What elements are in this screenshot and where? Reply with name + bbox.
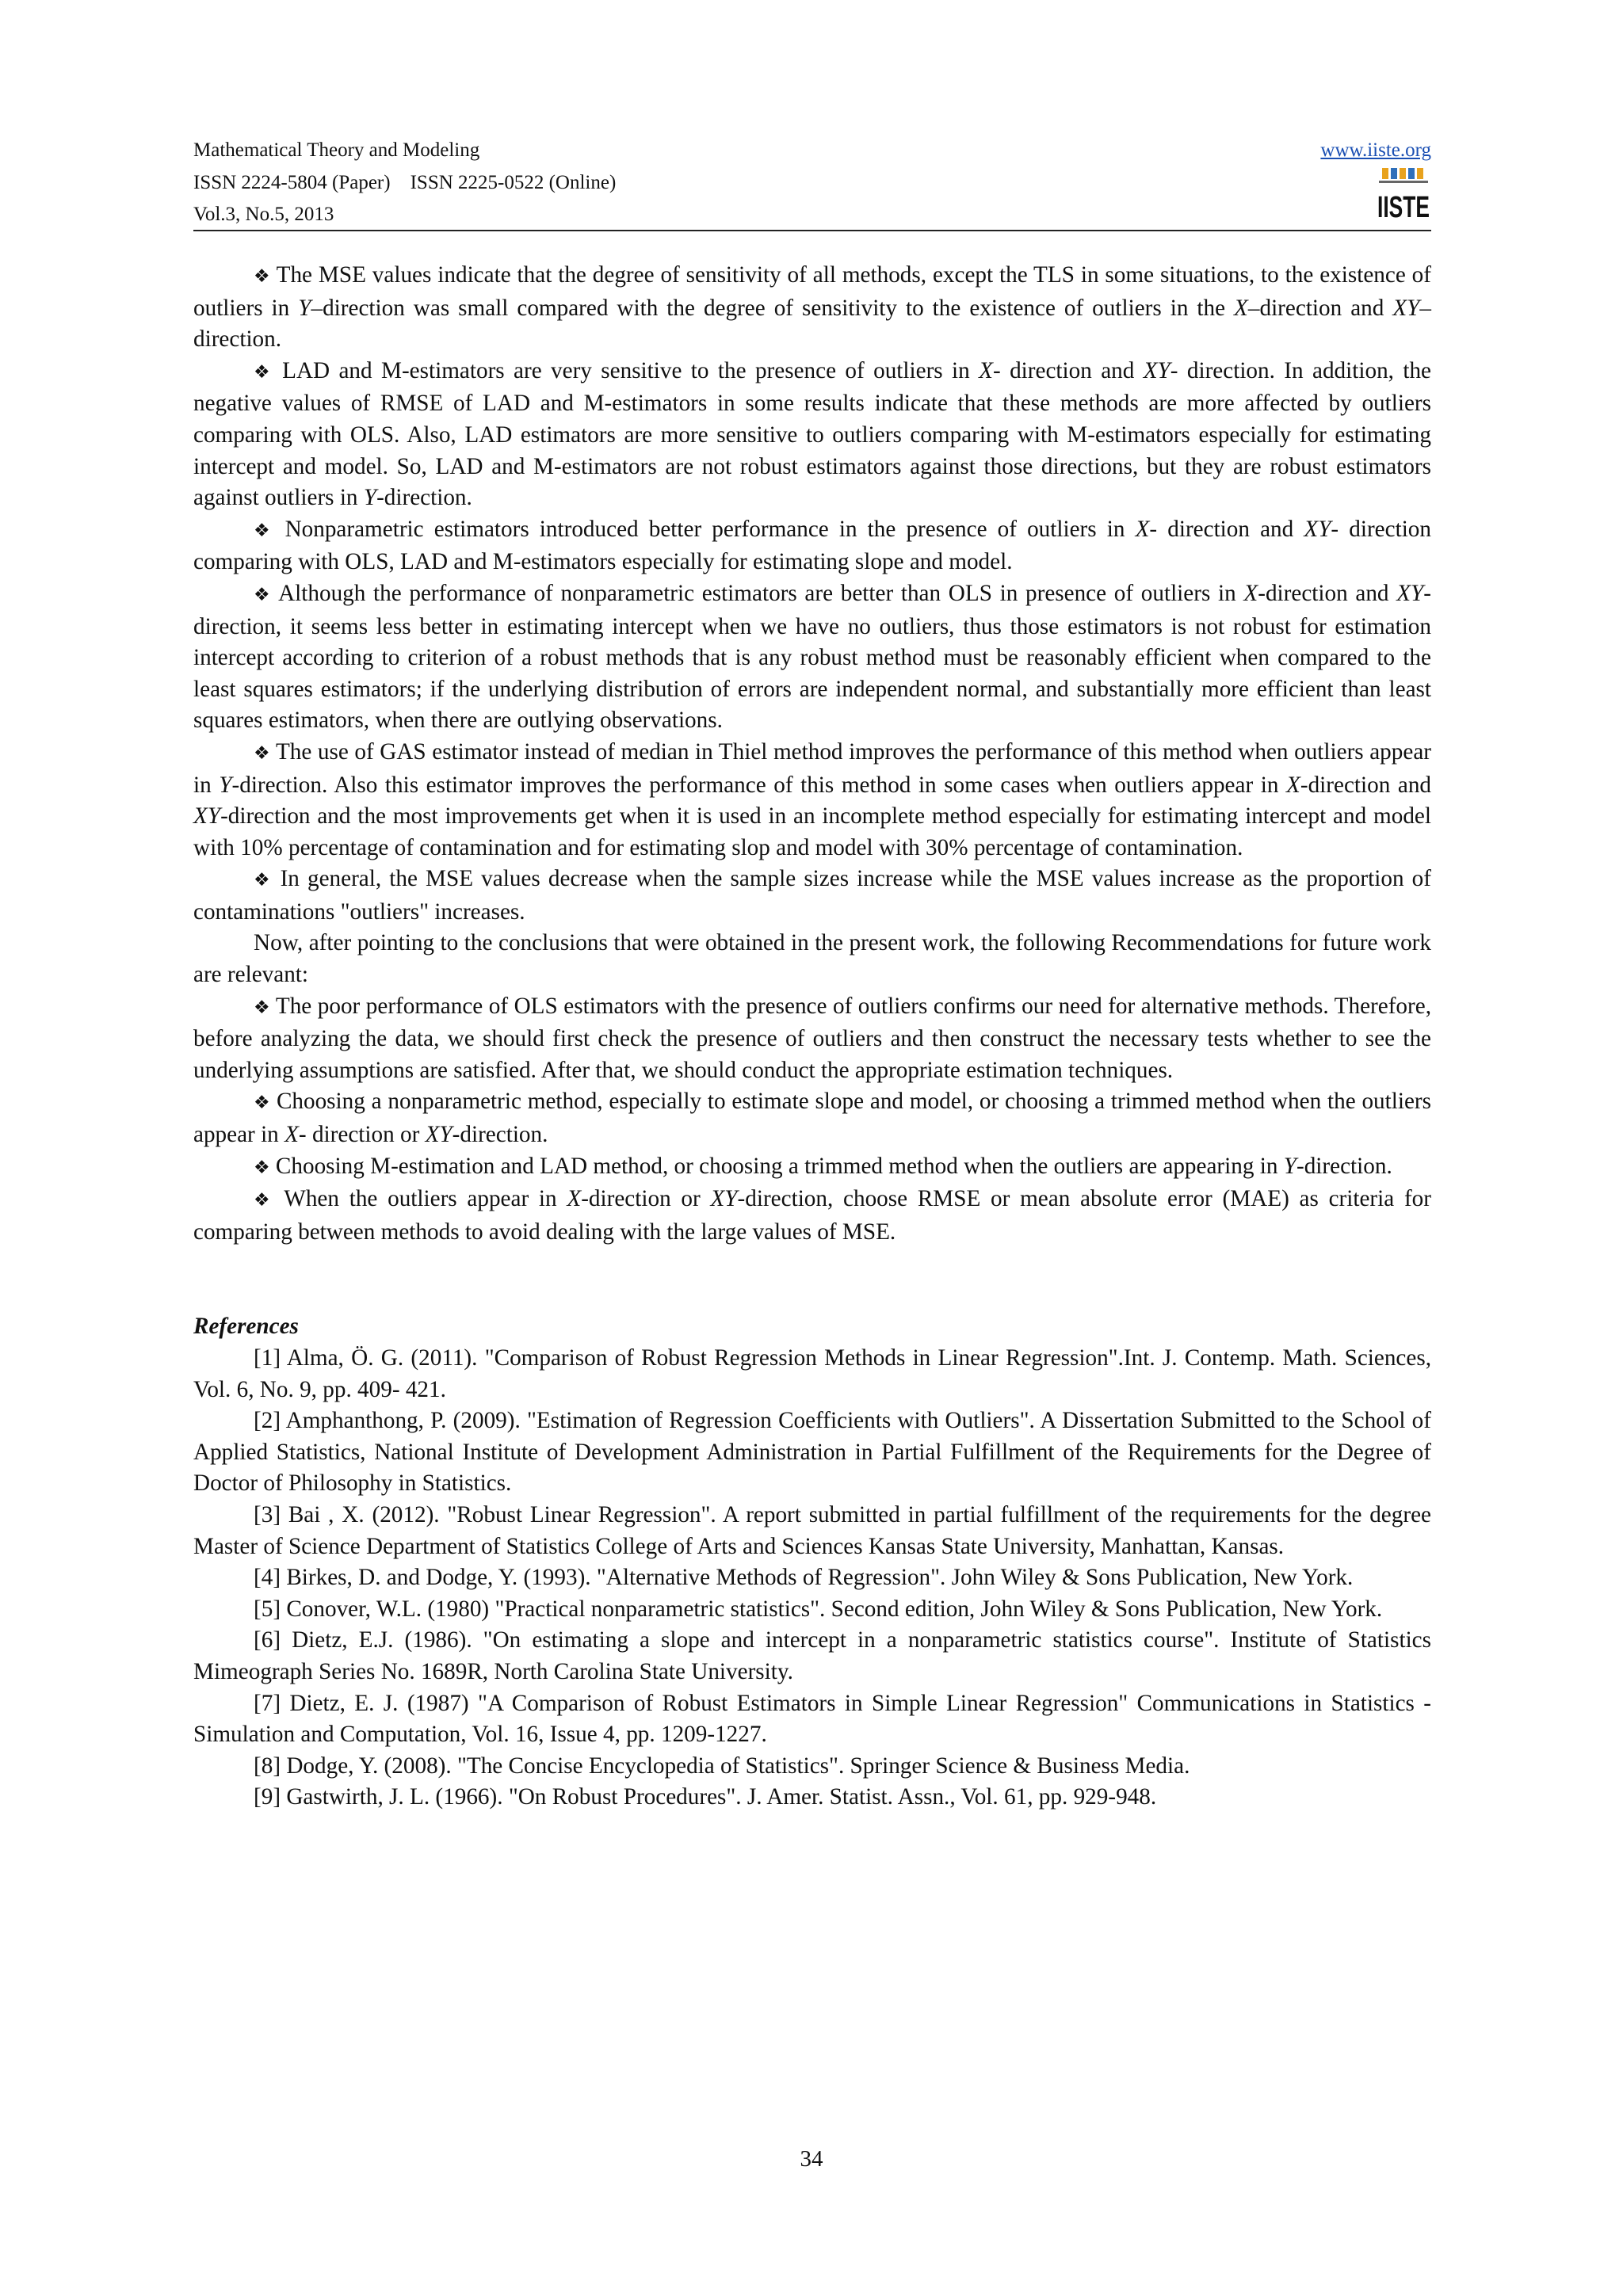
conclusions-list (193, 260, 1431, 928)
page-header (193, 133, 1431, 231)
conclusion-item: ❖ Although the performance of nonparametric estimators are better than OLS in presence of outliers in X-direction and XY- direction, it seems less better in estimating intercept when we have no outliers, thus those estimators is not robust for estimation intercept according to criterion of a robust methods that is any robust method must be reasonably efficient when compared to the least squares estimators; if the underlying distribution of errors are independent normal, and substantially more efficient than least squares estimators, when there are outlying observations. (193, 580, 1431, 734)
bullet-icon: ❖ (254, 1157, 270, 1178)
reference-item: [1] Alma, Ö. G. (2011). "Comparison of Robust Regression Methods in Linear Regression".Int. J. Contemp. Math. Sciences, Vol. 6, No. 9, pp. 409- 421. (193, 1345, 1431, 1402)
bullet-icon: ❖ (254, 1093, 271, 1114)
journal-url-link[interactable]: www.iiste.org (1320, 139, 1431, 161)
reference-item: [6] Dietz, E.J. (1986). "On estimating a slope and intercept in a nonparametric statistics course". Institute of Statistics Mimeograph Series No. 1689R, North Carolina State University. (193, 1627, 1431, 1684)
recommendation-item: ❖ Choosing M-estimation and LAD method, or choosing a trimmed method when the outliers are appearing in Y-direction. (254, 1153, 1392, 1179)
reference-item: [2] Amphanthong, P. (2009). "Estimation of Regression Coefficients with Outliers". A Dissertation Submitted to the School of Applied Statistics, National Institute of Development Administration in Partial Fulfillment of the Requirements for the Degree of Doctor of Philosophy in Statistics. (193, 1408, 1431, 1497)
references-heading: References (193, 1314, 299, 1340)
reference-item: [9] Gastwirth, J. L. (1966). "On Robust Procedures". J. Amer. Statist. Assn., Vol. 61, pp. 929-948. (254, 1784, 1157, 1810)
logo-text: IISTE (1377, 191, 1430, 224)
issn-line: ISSN 2224-5804 (Paper) ISSN 2225-0522 (Online) (193, 172, 617, 193)
recommendations-list (193, 991, 1431, 1249)
bullet-icon: ❖ (254, 584, 273, 605)
recommendation-item: ❖ Choosing a nonparametric method, especially to estimate slope and model, or choosing a trimmed method when the outliers appear in X- direction or XY-direction. (193, 1089, 1431, 1148)
journal-name: Mathematical Theory and Modeling (193, 139, 480, 161)
bullet-icon: ❖ (254, 870, 273, 891)
bullet-icon: ❖ (254, 361, 273, 383)
transition-paragraph: Now, after pointing to the conclusions that were obtained in the present work, the following Recommendations for future work are relevant: (193, 930, 1431, 988)
conclusion-item: ❖ LAD and M-estimators are very sensitive to the presence of outliers in X- direction and XY- direction. In addition, the negative values of RMSE of LAD and M-estimators in some results indicate that these methods are more affected by outliers comparing with OLS. Also, LAD estimators are more sensitive to outliers comparing with M-estimators especially for estimating intercept and model. So, LAD and M-estimators are not robust estimators against those directions, but they are robust estimators against outliers in Y-direction. (193, 357, 1431, 511)
main-text (193, 260, 1431, 1814)
references-list (193, 1343, 1431, 1814)
conclusion-item: ❖ Nonparametric estimators introduced better performance in the presence of outliers in X- direction and XY- direction comparing with OLS, LAD and M-estimators especially for estimating slope and model. (193, 516, 1431, 575)
conclusion-item: ❖ In general, the MSE values decrease when the sample sizes increase while the MSE values increase as the proportion of contaminations "outliers" increases. (193, 866, 1431, 925)
conclusion-item: ❖ The MSE values indicate that the degree of sensitivity of all methods, except the TLS in some situations, to the existence of outliers in Y–direction was small compared with the degree of sensitivity to the existence of outliers in the X–direction and XY–direction. (193, 262, 1431, 353)
reference-item: [4] Birkes, D. and Dodge, Y. (1993). "Alternative Methods of Regression". John Wiley & Sons Publication, New York. (254, 1565, 1354, 1591)
volume-line: Vol.3, No.5, 2013 (193, 204, 334, 225)
reference-item: [8] Dodge, Y. (2008). "The Concise Encyclopedia of Statistics". Springer Science & Business Media. (254, 1753, 1190, 1779)
conclusion-item: ❖ The use of GAS estimator instead of median in Thiel method improves the performance of this method when outliers appear in Y-direction. Also this estimator improves the performance of this method in some cases when outliers appear in X-direction and XY-direction and the most improvements get when it is used in an incomplete method especially for estimating intercept and model with 10% percentage of contamination and for estimating slop and model with 30% percentage of contamination. (193, 738, 1432, 860)
reference-item: [3] Bai , X. (2012). "Robust Linear Regression". A report submitted in partial fulfillment of the requirements for the degree Master of Science Department of Statistics College of Arts and Sciences Kansas State University, Manhattan, Kansas. (193, 1501, 1431, 1559)
bullet-icon: ❖ (254, 520, 275, 541)
bullet-icon: ❖ (254, 997, 270, 1018)
reference-item: [5] Conover, W.L. (1980) "Practical nonparametric statistics". Second edition, John Wiley & Sons Publication, New York. (254, 1596, 1383, 1622)
iiste-logo (1376, 166, 1431, 223)
bullet-icon: ❖ (254, 742, 270, 764)
recommendation-item: ❖ The poor performance of OLS estimators with the presence of outliers confirms our need for alternative methods. Therefore, before analyzing the data, we should first check the presence of outliers and then construct the necessary tests whether to see the underlying assumptions are satisfied. After that, we should conduct the appropriate estimation techniques. (193, 993, 1431, 1083)
reference-item: [7] Dietz, E. J. (1987) "A Comparison of Robust Estimators in Simple Linear Regression" Communications in Statistics - Simulation and Computation, Vol. 16, Issue 4, pp. 1209-1227. (193, 1690, 1431, 1748)
bullet-icon: ❖ (254, 266, 271, 287)
bullet-icon: ❖ (254, 1190, 275, 1211)
page-number: 34 (800, 2146, 823, 2172)
recommendation-item: ❖ When the outliers appear in X-direction or XY-direction, choose RMSE or mean absolute error (MAE) as criteria for comparing between methods to avoid dealing with the large values of MSE. (193, 1186, 1431, 1245)
